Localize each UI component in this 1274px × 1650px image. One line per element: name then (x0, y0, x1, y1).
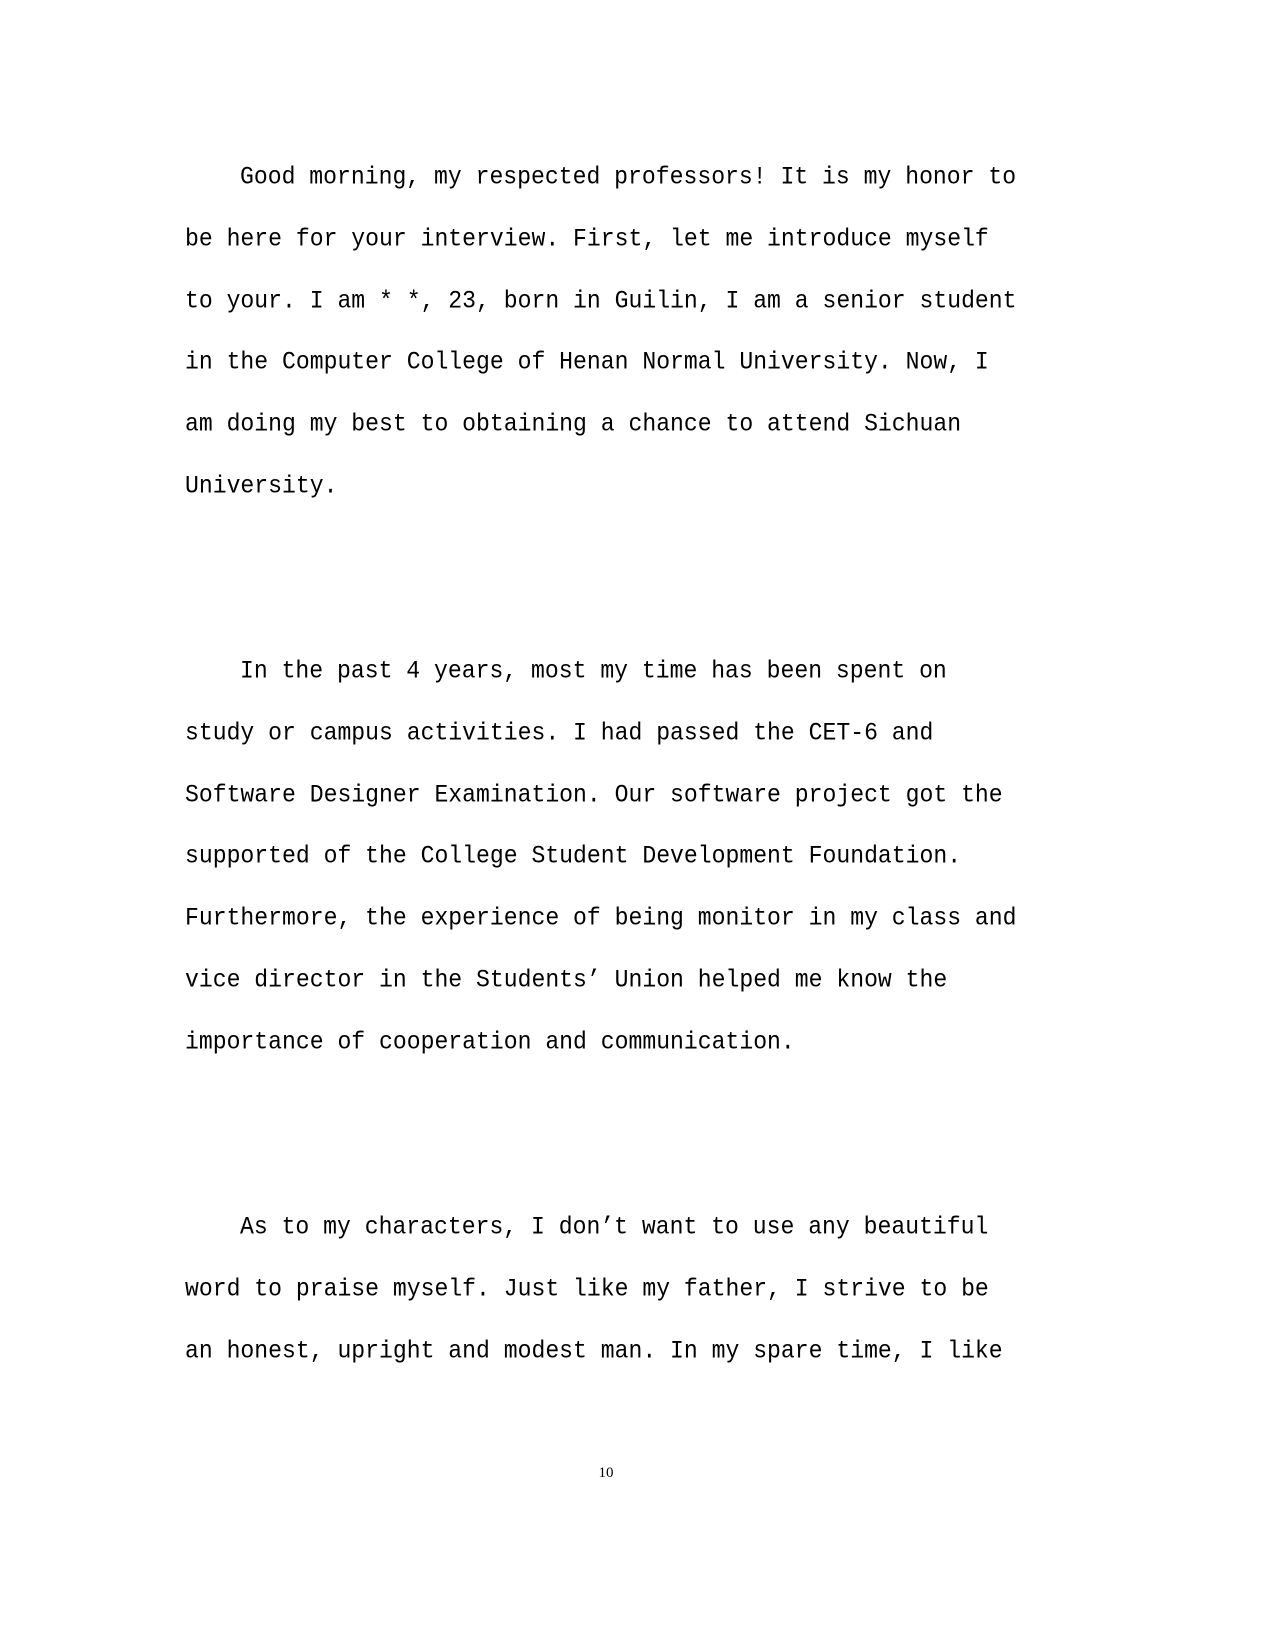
text-line: Good morning, my respected professors! It is my honor to (240, 162, 1017, 192)
text-line: word to praise myself. Just like my father, I strive to be (185, 1274, 989, 1304)
text-line: be here for your interview. First, let me introduce myself (185, 224, 989, 254)
text-line: As to my characters, I don’t want to use any beautiful (240, 1212, 989, 1242)
text-line: supported of the College Student Development Foundation. (185, 841, 962, 871)
text-line: University. (185, 471, 338, 501)
text-line: In the past 4 years, most my time has been spent on (240, 656, 947, 686)
text-line: Furthermore, the experience of being monitor in my class and (185, 903, 1017, 933)
text-line: study or campus activities. I had passed the CET-6 and (185, 718, 934, 748)
text-line: in the Computer College of Henan Normal University. Now, I (185, 347, 989, 377)
text-line: an honest, upright and modest man. In my spare time, I like (185, 1336, 1003, 1366)
text-line: to your. I am * *, 23, born in Guilin, I am a senior student (185, 286, 1017, 316)
text-line: Software Designer Examination. Our software project got the (185, 780, 1003, 810)
text-line: am doing my best to obtaining a chance to attend Sichuan (185, 409, 962, 439)
text-line: vice director in the Students’ Union helped me know the (185, 965, 948, 995)
text-line: importance of cooperation and communication. (185, 1027, 795, 1057)
page-number: 10 (598, 1465, 614, 1481)
